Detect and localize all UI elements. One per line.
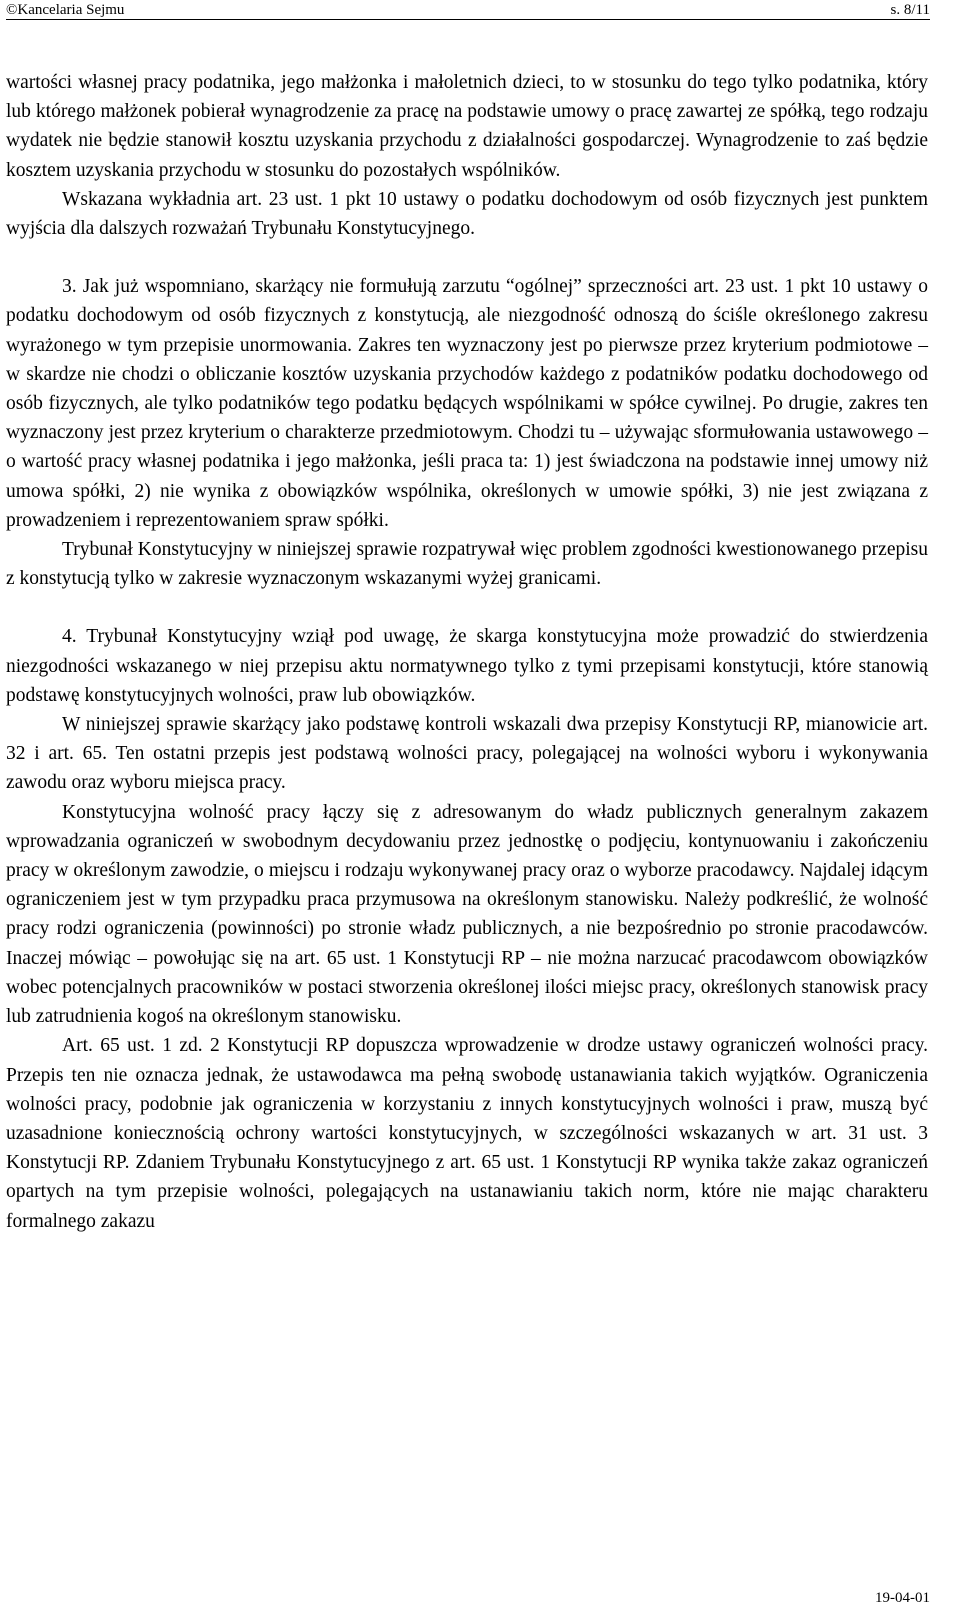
page-header: [6, 0, 930, 20]
document-body: [6, 68, 928, 1236]
paragraph: wartości własnej pracy podatnika, jego małżonka i małoletnich dzieci, to w stosunku do tego tylko podatnika, który lub którego małżonek pobierał wynagrodzenie za pracę na podstawie umowy o pracę zawartej ze spółką, tego rodzaju wydatek nie będzie stanowił kosztu uzyskania przychodu z działalności gospodarczej. Wynagrodzenie to zaś będzie kosztem uzyskania przychodu w stosunku do pozostałych wspólników.: [6, 72, 928, 181]
paragraph: Wskazana wykładnia art. 23 ust. 1 pkt 10 ustawy o podatku dochodowym od osób fizycznych jest punktem wyjścia dla dalszych rozważań Trybunału Konstytucyjnego.: [6, 188, 928, 240]
paragraph: Trybunał Konstytucyjny w niniejszej sprawie rozpatrywał więc problem zgodności kwestionowanego przepisu z konstytucją tylko w zakresie wyznaczonym wskazanymi wyżej granicami.: [6, 539, 928, 590]
header-page-number: s. 8/11: [890, 2, 930, 18]
paragraph: Art. 65 ust. 1 zd. 2 Konstytucji RP dopuszcza wprowadzenie w drodze ustawy ograniczeń wolności pracy. Przepis ten nie oznacza jednak, że ustawodawca ma pełną swobodę ustanawiania takich wyjątków. Ograniczenia wolności pracy, podobnie jak ograniczenia w korzystaniu z innych konstytucyjnych wolności i praw, muszą być uzasadnione koniecznością ochrony wartości konstytucyjnych, w szczególności wskazanych w art. 31 ust. 3 Konstytucji RP. Zdaniem Trybunału Konstytucyjnego z art. 65 ust. 1 Konstytucji RP wynika także zakaz ograniczeń opartych na tym przepisie wolności, polegających na ustanawianiu takich norm, które nie mając charakteru formalnego zakazu: [6, 1035, 928, 1232]
paragraph: 4. Trybunał Konstytucyjny wziął pod uwagę, że skarga konstytucyjna może prowadzić do stwierdzenia niezgodności wskazanego w niej przepisu aktu normatywnego tylko z tymi przepisami konstytucji, które stanowią podstawę konstytucyjnych wolności, praw lub obowiązków.: [6, 626, 928, 706]
paragraph: Konstytucyjna wolność pracy łączy się z adresowanym do władz publicznych generalnym zakazem wprowadzania ograniczeń w swobodnym decydowaniu przez jednostkę o podjęciu, kontynuowaniu i zakończeniu pracy w określonym zawodzie, o miejscu i rodzaju wykonywanej pracy oraz o wyborze pracodawcy. Najdalej idącym ograniczeniem jest w tym przypadku praca przymusowa na określonym stanowisku. Należy podkreślić, że wolność pracy rodzi ograniczenia (powinności) po stronie władz publicznych, a nie bezpośrednio po stronie pracodawców. Inaczej mówiąc – powołując się na art. 65 ust. 1 Konstytucji RP – nie można narzucać pracodawcom obowiązków wobec potencjalnych pracowników w postaci stworzenia określonej ilości miejsc pracy, określonych stanowisk pracy lub zatrudnienia kogoś na określonym stanowisku.: [6, 801, 928, 1028]
paragraph: 3. Jak już wspomniano, skarżący nie formułują zarzutu “ogólnej” sprzeczności art. 23 ust. 1 pkt 10 ustawy o podatku dochodowym od osób fizycznych z konstytucją, ale niezgodność odnoszą do ściśle określonego zakresu wyrażonego w tym przepisie unormowania. Zakres ten wyznaczony jest po pierwsze przez kryterium podmiotowe – w skardze nie chodzi o obliczanie kosztów uzyskania przychodów każdego z podatników podatku dochodowego od osób fizycznych, ale tylko podatników tego podatku będących wspólnikami w spółce cywilnej. Po drugie, zakres ten wyznaczony jest przez kryterium o charakterze przedmiotowym. Chodzi tu – używając sformułowania ustawowego – o wartość pracy własnej podatnika i jego małżonka, jeśli praca ta: 1) jest świadczona na podstawie innej umowy niż umowa spółki, 2) nie wynika z obowiązków wspólnika, określonych w umowie spółki, 3) nie jest związana z prowadzeniem i reprezentowaniem spraw spółki.: [6, 276, 928, 531]
page-footer-date: 19-04-01: [875, 1590, 930, 1606]
header-source: ©Kancelaria Sejmu: [6, 2, 125, 18]
paragraph: W niniejszej sprawie skarżący jako podstawę kontroli wskazali dwa przepisy Konstytucji RP, mianowicie art. 32 i art. 65. Ten ostatni przepis jest podstawą wolności pracy, polegającej na wolności wyboru i wykonywania zawodu oraz wyboru miejsca pracy.: [6, 714, 928, 794]
